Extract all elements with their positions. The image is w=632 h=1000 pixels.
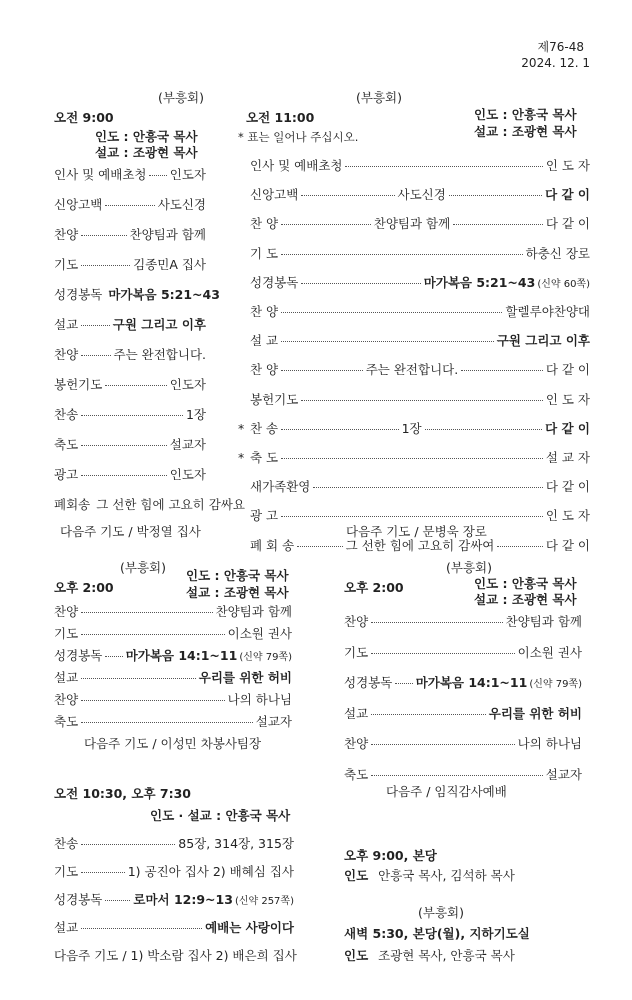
standing-mark: * xyxy=(238,450,245,465)
s2-row xyxy=(238,477,590,495)
leader-dots xyxy=(81,700,224,701)
item-label: 축도 xyxy=(54,714,79,729)
leader-dots xyxy=(395,683,412,684)
leader-dots xyxy=(371,622,502,623)
s5-row xyxy=(54,890,294,908)
s1-row xyxy=(54,195,206,213)
item-detail: 1장 xyxy=(401,420,422,436)
leader-dots xyxy=(281,224,371,225)
leader-dots xyxy=(81,722,253,723)
section4-leader: 인도 : 안흥국 목사 xyxy=(474,576,577,591)
s1-row xyxy=(54,465,206,483)
section6-tag: (부흥회) xyxy=(418,905,464,920)
s1-row xyxy=(54,315,206,333)
item-label: 축도 xyxy=(54,437,79,452)
item-value: 이소원 권사 xyxy=(517,644,582,660)
section3-leader: 인도 : 안흥국 목사 xyxy=(186,568,289,583)
leader-dots xyxy=(81,355,110,356)
item-value: 다 같 이 xyxy=(545,420,590,436)
s1-row xyxy=(54,255,206,273)
leader-dots xyxy=(81,844,175,845)
item-value: 마가복음 14:1~11 xyxy=(415,675,528,690)
section2-next-prayer: 다음주 기도 / 문병욱 장로 xyxy=(346,524,487,539)
leader-dots xyxy=(301,283,420,284)
item-value: 찬양팀과 함께 xyxy=(129,227,206,242)
leader-dots xyxy=(425,429,542,430)
item-label: 광고 xyxy=(54,467,79,482)
leader-dots xyxy=(105,656,122,657)
item-value: 다 같 이 xyxy=(545,537,591,553)
item-label: 축 도 xyxy=(250,450,279,465)
s4-row xyxy=(344,643,582,661)
leader-dots xyxy=(449,195,542,196)
leader-dots xyxy=(281,516,543,517)
s1-row xyxy=(54,435,206,453)
leader-dots xyxy=(281,254,523,255)
item-value: 설교자 xyxy=(545,766,582,782)
leader-dots xyxy=(105,205,154,206)
item-label: 광 고 xyxy=(250,508,279,524)
item-label: 찬양 xyxy=(344,614,369,629)
item-label: 봉헌기도 xyxy=(250,391,299,407)
item-label: 성경봉독 xyxy=(54,892,103,907)
section2-time: 오전 11:00 xyxy=(246,110,315,125)
leader-dots xyxy=(281,370,363,371)
item-value: 인도자 xyxy=(169,377,206,392)
item-label: 봉헌기도 xyxy=(54,377,103,392)
item-label: 찬양 xyxy=(344,736,369,751)
dawn-service-time: 새벽 5:30, 본당(월), 지하기도실 xyxy=(344,926,530,941)
leader-dots xyxy=(81,325,110,326)
section3-next-prayer: 다음주 기도 / 이성민 차봉사팀장 xyxy=(84,736,262,751)
item-label: 설교 xyxy=(54,317,79,332)
item-value: 인도자 xyxy=(169,467,206,482)
item-label: 설교 xyxy=(344,705,369,721)
leader-dots xyxy=(81,415,183,416)
leader-dots xyxy=(301,400,543,401)
leader-dots xyxy=(81,928,202,929)
s2-row xyxy=(238,390,590,408)
dawn-leader-label: 인도 xyxy=(344,948,369,963)
s2-row xyxy=(238,302,590,320)
s1-row xyxy=(54,375,206,393)
item-label: 신앙고백 xyxy=(250,187,299,203)
item-label: 설교 xyxy=(54,920,79,935)
item-label: 기도 xyxy=(54,257,79,272)
s4-row xyxy=(344,704,582,722)
s4-row xyxy=(344,734,582,752)
item-detail: 사도신경 xyxy=(397,187,446,203)
item-label: 찬송 xyxy=(54,407,79,422)
item-label: 찬 송 xyxy=(250,420,279,436)
item-detail: 주는 완전합니다. xyxy=(365,362,459,378)
item-value: 마가복음 14:1~11 xyxy=(125,648,238,663)
section3-preacher: 설교 : 조광현 목사 xyxy=(186,585,289,600)
s5-row xyxy=(54,918,294,936)
item-label: 인사 및 예배초청 xyxy=(54,167,147,182)
item-label: 성경봉독 xyxy=(54,648,103,663)
item-value: 다 같 이 xyxy=(545,216,590,232)
item-label: 인사 및 예배초청 xyxy=(250,158,343,173)
item-value: 구원 그리고 이후 xyxy=(112,317,206,332)
item-page-ref: (신약 79쪽) xyxy=(239,652,292,663)
item-detail: 찬양팀과 함께 xyxy=(373,216,451,232)
standing-mark: * xyxy=(238,420,245,436)
s3-row xyxy=(54,668,292,686)
item-label: 기도 xyxy=(344,644,369,660)
s1-row xyxy=(54,495,245,513)
leader-dots xyxy=(371,775,543,776)
item-value: 설교자 xyxy=(255,714,292,729)
item-value: 다 같 이 xyxy=(545,362,591,378)
s3-row xyxy=(54,624,292,642)
section4-tag: (부흥회) xyxy=(446,560,492,575)
item-value: 주는 완전합니다. xyxy=(113,347,206,362)
item-label: 찬양 xyxy=(54,692,79,707)
section2-tag: (부흥회) xyxy=(356,90,402,105)
leader-dots xyxy=(281,341,494,342)
s2-row xyxy=(238,156,590,174)
item-value: 나의 하나님 xyxy=(227,692,292,707)
s1-row xyxy=(54,405,206,423)
section4-time: 오후 2:00 xyxy=(344,580,404,595)
s4-row xyxy=(344,765,582,783)
section4-next: 다음주 / 임직감사예배 xyxy=(386,784,507,799)
leader-dots xyxy=(81,235,126,236)
evening-leader-label: 인도 xyxy=(344,868,369,883)
item-value: 인도자 xyxy=(169,167,206,182)
leader-dots xyxy=(81,612,212,613)
leader-dots xyxy=(281,429,398,430)
item-page-ref: (신약 60쪽) xyxy=(537,278,590,290)
item-label: 기 도 xyxy=(250,245,279,261)
s3-row xyxy=(54,602,292,620)
leader-dots xyxy=(371,714,486,715)
section5-leader: 인도 · 설교 : 안흥국 목사 xyxy=(150,808,291,823)
dawn-leader-value: 조광현 목사, 안흥국 목사 xyxy=(378,948,515,963)
s1-row xyxy=(54,225,206,243)
section5-time: 오전 10:30, 오후 7:30 xyxy=(54,786,191,801)
s5-row xyxy=(54,862,294,880)
item-value: 그 선한 힘에 고요히 감싸요 xyxy=(96,497,245,512)
s4-row xyxy=(344,612,582,630)
item-value: 하충신 장로 xyxy=(525,245,590,261)
item-page-ref: (신약 257쪽) xyxy=(234,896,294,907)
s2-row xyxy=(238,419,590,437)
item-label: 성경봉독 xyxy=(344,675,393,690)
item-label: 성경봉독 xyxy=(54,287,103,302)
leader-dots xyxy=(297,546,342,547)
leader-dots xyxy=(81,872,125,873)
section1-tag: (부흥회) xyxy=(158,90,204,105)
leader-dots xyxy=(371,744,514,745)
leader-dots xyxy=(281,312,502,313)
item-value: 찬양팀과 함께 xyxy=(505,614,582,629)
s4-row xyxy=(344,673,582,691)
leader-dots xyxy=(301,195,394,196)
section5-next-prayer: 다음주 기도 / 1) 박소람 집사 2) 배은희 집사 xyxy=(54,948,297,963)
item-value: 다 같 이 xyxy=(545,187,590,203)
evening-leader-value: 안흥국 목사, 김석하 목사 xyxy=(378,868,515,883)
bulletin-date: 2024. 12. 1 xyxy=(521,56,590,70)
item-label: 찬송 xyxy=(54,836,79,851)
section1-preacher: 설교 : 조광현 목사 xyxy=(95,145,198,160)
dawn-service-leaders xyxy=(344,946,515,964)
section1-next-prayer: 다음주 기도 / 박정열 집사 xyxy=(60,524,201,539)
section3-time: 오후 2:00 xyxy=(54,580,114,595)
s3-row xyxy=(54,690,292,708)
item-value: 이소원 권사 xyxy=(227,626,292,641)
leader-dots xyxy=(81,678,196,679)
leader-dots xyxy=(313,487,542,488)
item-label: 축도 xyxy=(344,766,369,782)
item-value: 인 도 자 xyxy=(545,158,590,173)
item-label: 폐회송 xyxy=(54,497,91,512)
leader-dots xyxy=(105,385,166,386)
item-value: 찬양팀과 함께 xyxy=(215,604,292,619)
leader-dots xyxy=(81,445,167,446)
item-value: 85장, 314장, 315장 xyxy=(178,836,294,851)
item-label: 찬 양 xyxy=(250,304,279,319)
section4-preacher: 설교 : 조광현 목사 xyxy=(474,592,577,607)
section2-preacher: 설교 : 조광현 목사 xyxy=(474,124,577,139)
s2-row xyxy=(238,244,590,262)
s3-row xyxy=(54,646,292,664)
item-page-ref: (신약 79쪽) xyxy=(529,679,582,690)
item-value: 나의 하나님 xyxy=(517,736,582,751)
item-value: 인 도 자 xyxy=(545,508,590,524)
leader-dots xyxy=(149,175,166,176)
leader-dots xyxy=(461,370,543,371)
item-label: 찬양 xyxy=(54,604,79,619)
leader-dots xyxy=(281,458,543,459)
item-value: 우리를 위한 허비 xyxy=(488,705,582,721)
s1-row xyxy=(54,285,220,303)
item-label: 설 교 xyxy=(250,333,279,349)
item-label: 찬양 xyxy=(54,347,79,362)
leader-dots xyxy=(81,265,130,266)
s3-row xyxy=(54,712,292,730)
section1-time: 오전 9:00 xyxy=(54,110,114,125)
item-value: 마가복음 5:21~43 xyxy=(423,274,536,290)
item-label: 성경봉독 xyxy=(250,274,299,290)
item-label: 찬 양 xyxy=(250,362,279,378)
s2-row xyxy=(238,185,590,203)
item-value: 김종민A 집사 xyxy=(133,257,206,272)
item-detail: 그 선한 힘에 고요히 감싸여 xyxy=(345,537,495,553)
item-value: 인 도 자 xyxy=(545,391,590,407)
s1-row xyxy=(54,345,206,363)
item-value: 우리를 위한 허비 xyxy=(198,670,292,685)
leader-dots xyxy=(81,475,167,476)
s2-row xyxy=(238,331,590,349)
item-value: 1장 xyxy=(185,407,206,422)
leader-dots xyxy=(371,653,514,654)
s1-row xyxy=(54,165,206,183)
s2-row xyxy=(238,273,590,291)
leader-dots xyxy=(453,224,543,225)
section2-standing-note: * 표는 일어나 주십시오. xyxy=(238,130,359,144)
item-value: 설 교 자 xyxy=(545,450,590,465)
s2-row xyxy=(238,214,590,232)
evening-service-time: 오후 9:00, 본당 xyxy=(344,848,437,863)
leader-dots xyxy=(345,166,542,167)
item-value: 다 같 이 xyxy=(545,479,590,495)
bulletin-number: 제76-48 xyxy=(537,40,584,54)
item-value: 1) 공진아 집사 2) 배혜심 집사 xyxy=(127,864,294,879)
leader-dots xyxy=(497,546,542,547)
item-value: 할렐루야찬양대 xyxy=(505,304,590,319)
item-value: 사도신경 xyxy=(157,197,206,212)
item-value: 구원 그리고 이후 xyxy=(496,333,590,349)
item-label: 새가족환영 xyxy=(250,479,311,495)
item-value: 로마서 12:9~13 xyxy=(133,892,233,907)
item-label: 신앙고백 xyxy=(54,197,103,212)
item-label: 기도 xyxy=(54,864,79,879)
item-value: 예배는 사랑이다 xyxy=(205,920,294,935)
item-value: 설교자 xyxy=(169,437,206,452)
leader-dots xyxy=(105,900,130,901)
item-value: 마가복음 5:21~43 xyxy=(108,287,220,302)
item-label: 찬양 xyxy=(54,227,79,242)
item-label: 설교 xyxy=(54,670,79,685)
s2-row xyxy=(238,360,590,378)
item-label: 기도 xyxy=(54,626,79,641)
leader-dots xyxy=(81,634,224,635)
s2-row xyxy=(238,448,590,466)
s5-row xyxy=(54,834,294,852)
item-label: 폐 회 송 xyxy=(250,537,295,553)
section1-leader: 인도 : 안흥국 목사 xyxy=(95,129,198,144)
item-label: 찬 양 xyxy=(250,216,279,232)
section2-leader: 인도 : 안흥국 목사 xyxy=(474,107,577,122)
evening-service-leaders xyxy=(344,866,515,884)
section3-tag: (부흥회) xyxy=(120,560,166,575)
